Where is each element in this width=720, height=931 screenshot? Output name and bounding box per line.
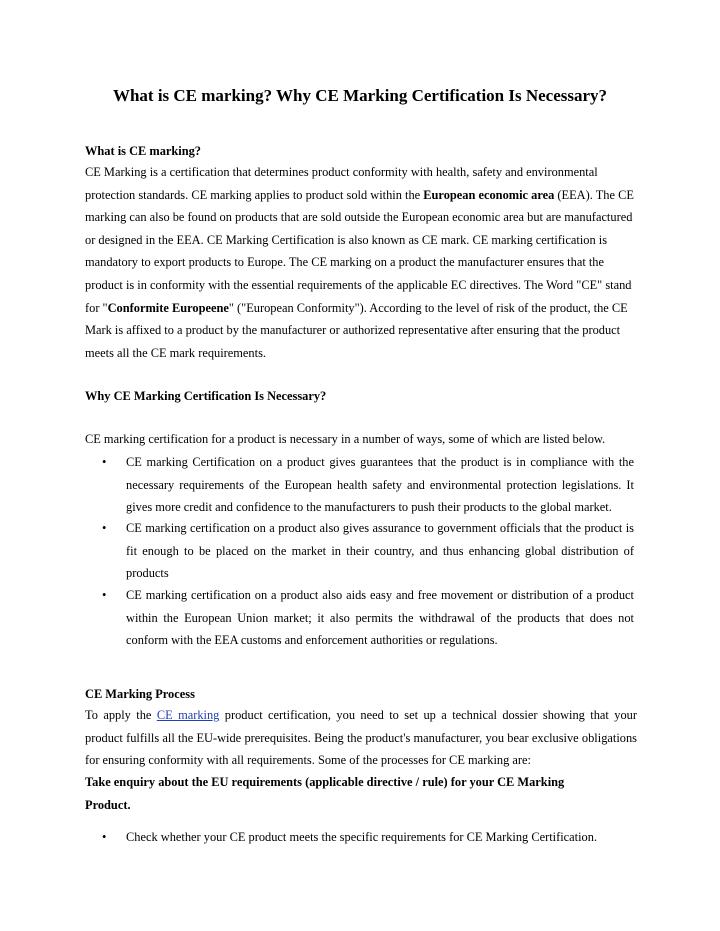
section-heading-why-necessary: Why CE Marking Certification Is Necessary? — [85, 389, 327, 403]
list-item: CE marking certification on a product also gives assurance to government officials that the product is fit enough to be placed on the market in their country, and thus enhancing global distribution of products — [126, 521, 634, 581]
list-item: CE marking certification on a product also aids easy and free movement or distribution of a product within the European Union market; it also permits the withdrawal of the products that does not conform with the EEA customs and enforcement authorities or regulations. — [126, 588, 634, 648]
paragraph-text: To apply the — [85, 708, 157, 722]
paragraph-text: " ("European Conformity"). According to the level of risk of the product, the CE Mark is affixed to a product by the manufacturer or authorized representative after ensuring that the product meets all the CE mark requirements. — [85, 300, 628, 360]
bullet-icon: • — [102, 830, 107, 844]
bold-term-conformite: Conformite Europeene — [107, 300, 229, 315]
bold-term-eea: European economic area — [423, 187, 555, 202]
bullet-icon: • — [102, 588, 107, 602]
bullet-icon: • — [102, 455, 107, 469]
bullet-icon: • — [102, 521, 107, 535]
paragraph-what-is-ce — [85, 161, 637, 364]
section-heading-what-is-ce: What is CE marking? — [85, 144, 202, 158]
page-title: What is CE marking? Why CE Marking Certification Is Necessary? — [112, 86, 608, 105]
paragraph-text: product certification, you need to set up a technical dossier showing that your product fulfills all the EU-wide prerequisites. Being the product's manufacturer, you bear exclusive obligations for ensuring conformity with all requirements. Some of the processes for CE marking are: — [85, 708, 637, 768]
process-step-bold: Take enquiry about the EU requirements (applicable directive / rule) for your CE Marking Product. — [85, 775, 565, 812]
paragraph-ce-process — [85, 704, 637, 772]
paragraph-why-intro: CE marking certification for a product is necessary in a number of ways, some of which are listed below. — [85, 432, 606, 446]
paragraph-text: CE Marking is a certification that determines product conformity with health, safety and environmental protection standards. CE marking applies to product sold within the — [85, 165, 598, 202]
section-heading-ce-process: CE Marking Process — [85, 687, 195, 701]
list-item: Check whether your CE product meets the specific requirements for CE Marking Certification. — [126, 830, 598, 844]
list-item: CE marking Certification on a product gives guarantees that the product is in compliance with the necessary requirements of the European health safety and environmental protection legislations. It gives more credit and confidence to the manufacturers to push their products to the global market. — [126, 455, 634, 515]
ce-marking-link[interactable]: CE marking — [156, 708, 220, 722]
paragraph-text: (EEA). The CE marking can also be found on products that are sold outside the European economic area but are manufactured or designed in the EEA. CE Marking Certification is also known as CE mark. CE marking certification is mandatory to export products to Europe. The CE marking on a product the manufacturer ensures that the product is in conformity with the essential requirements of the applicable EC directives. The Word "CE" stand for " — [85, 187, 634, 315]
